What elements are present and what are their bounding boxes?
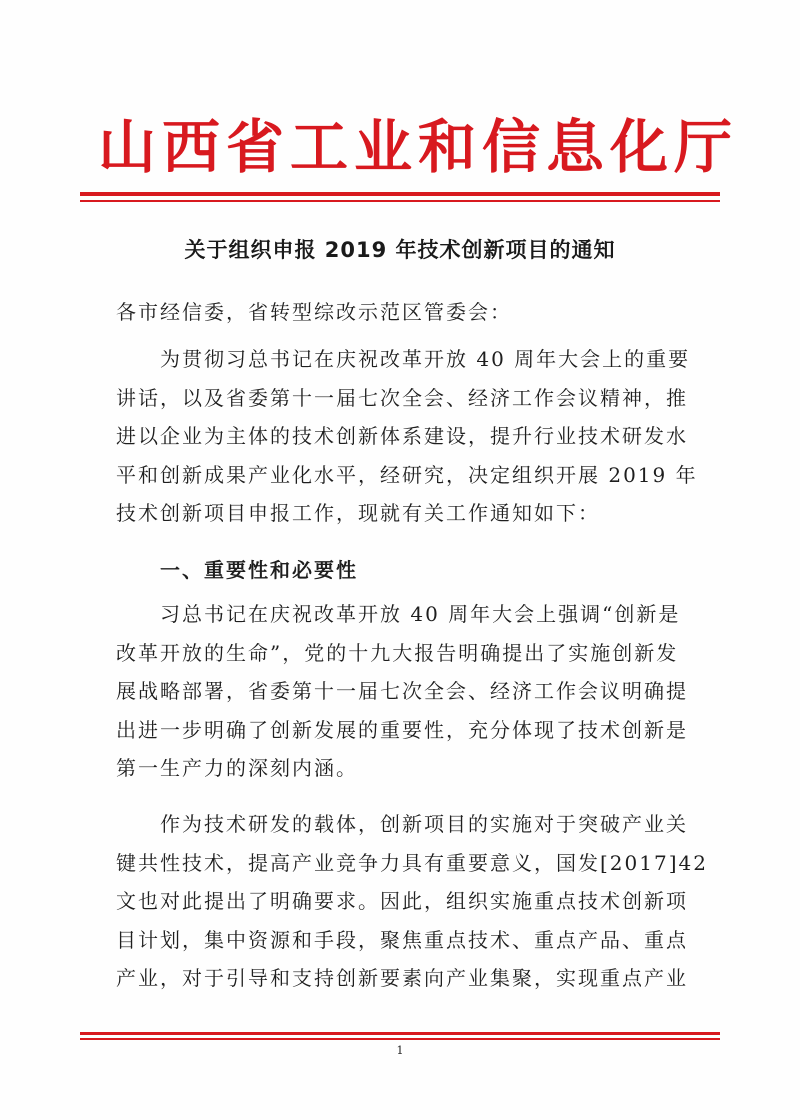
paragraph-line: 讲话，以及省委第十一届七次全会、经济工作会议精神，推	[116, 385, 688, 410]
paragraph-line: 键共性技术，提高产业竞争力具有重要意义，国发[2017]42	[116, 850, 708, 875]
footer-red-rule-thin	[80, 1038, 720, 1040]
paragraph-line: 技术创新项目申报工作，现就有关工作通知如下：	[116, 501, 600, 525]
paragraph-line: 为贯彻习总书记在庆祝改革开放 40 周年大会上的重要	[160, 347, 691, 371]
paragraph-line: 文也对此提出了明确要求。因此，组织实施重点技术创新项	[116, 889, 688, 913]
paragraph-1	[116, 340, 698, 533]
footer-red-rule-thick	[80, 1032, 720, 1035]
paragraph-line: 目计划，集中资源和手段，聚焦重点技术、重点产品、重点	[116, 927, 688, 952]
section-heading-1: 一、重要性和必要性	[160, 558, 358, 582]
agency-letterhead-title: 山西省工业和信息化厅	[98, 113, 739, 181]
paragraph-line: 改革开放的生命”，党的十九大报告明确提出了实施创新发	[116, 640, 679, 665]
paragraph-line: 平和创新成果产业化水平，经研究，决定组织开展 2019 年	[116, 462, 698, 487]
paragraph-line: 进以企业为主体的技术创新体系建设，提升行业技术研发水	[116, 424, 688, 448]
letterhead-red-rule-thick	[80, 192, 720, 196]
page-number: 1	[396, 1044, 404, 1057]
paragraph-line: 第一生产力的深刻内涵。	[116, 756, 358, 780]
paragraph-line: 作为技术研发的载体，创新项目的实施对于突破产业关	[160, 812, 688, 836]
paragraph-line: 展战略部署，省委第十一届七次全会、经济工作会议明确提	[116, 679, 688, 703]
paragraph-line: 产业，对于引导和支持创新要素向产业集聚，实现重点产业	[116, 966, 688, 990]
paragraph-line: 出进一步明确了创新发展的重要性，充分体现了技术创新是	[116, 717, 688, 742]
notice-title: 关于组织申报 2019 年技术创新项目的通知	[184, 238, 616, 262]
paragraph-line: 习总书记在庆祝改革开放 40 周年大会上强调“创新是	[160, 602, 681, 626]
paragraph-2	[116, 595, 694, 788]
letterhead-red-rule-thin	[80, 200, 720, 202]
paragraph-3	[116, 805, 708, 998]
recipient-line: 各市经信委，省转型综改示范区管委会：	[116, 300, 512, 324]
